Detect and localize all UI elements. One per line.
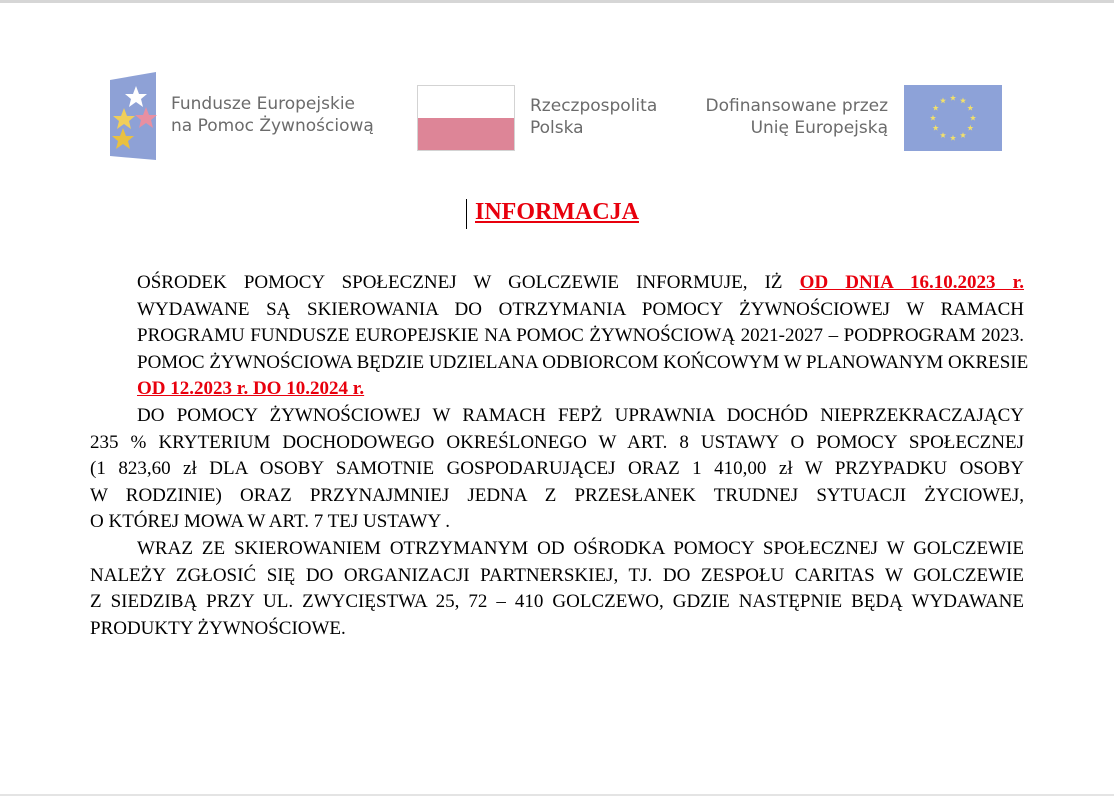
paragraph-1-line-5: [90, 376, 1024, 403]
ue-logo-line1: Dofinansowane przez: [705, 96, 888, 116]
period-highlight: OD 12.2023 r. DO 10.2024 r.: [137, 378, 365, 400]
fundusze-europejskie-logo-icon: [110, 72, 160, 162]
paragraph-1-line-1: [90, 270, 1024, 297]
paragraph-2-line-4: W RODZINIE) ORAZ PRZYNAJMNIEJ JEDNA Z PRZESŁANEK TRUDNEJ SYTUACJI ŻYCIOWEJ,: [90, 484, 1024, 506]
paragraph-2-line-5: O KTÓREJ MOWA W ART. 7 TEJ USTAWY .: [90, 511, 450, 533]
rp-logo-line2: Polska: [530, 118, 584, 138]
ue-logo-text: [670, 95, 888, 139]
eu-star-icon: [970, 115, 976, 121]
polish-flag-icon: [417, 85, 515, 151]
logo-bar: [0, 0, 1114, 170]
paragraph-2: [90, 403, 1024, 536]
fe-logo-line1: Fundusze Europejskie: [171, 94, 355, 114]
eu-star-icon: [940, 132, 946, 138]
eu-star-icon: [960, 132, 966, 138]
eu-star-icon: [933, 125, 939, 131]
eu-flag-icon: [904, 85, 1002, 151]
paragraph-1-line-2: WYDAWANE SĄ SKIEROWANIA DO OTRZYMANIA POMOCY ŻYWNOŚCIOWEJ W RAMACH: [137, 298, 1024, 320]
eu-star-icon: [950, 95, 956, 101]
paragraph-1-line-3: PROGRAMU FUNDUSZE EUROPEJSKIE NA POMOC ŻYWNOŚCIOWĄ 2021-2027 – PODPROGRAM 2023.: [137, 325, 1024, 347]
paragraph-2-line-3: (1 823,60 zł DLA OSOBY SAMOTNIE GOSPODARUJĄCEJ ORAZ 1 410,00 zł W PRZYPADKU OSOBY: [90, 458, 1024, 480]
eu-star-icon: [933, 105, 939, 111]
fe-logo-text: [171, 93, 374, 137]
eu-star-icon: [950, 135, 956, 141]
paragraph-3-line-4: PRODUKTY ŻYWNOŚCIOWE.: [90, 617, 346, 639]
rp-logo-line1: Rzeczpospolita: [530, 96, 658, 116]
paragraph-3: [90, 536, 1024, 642]
paragraph-2-line-2: 235 % KRYTERIUM DOCHODOWEGO OKREŚLONEGO W ART. 8 USTAWY O POMOCY SPOŁECZNEJ: [90, 431, 1024, 453]
rp-logo-text: [530, 95, 657, 139]
eu-star-icon: [930, 115, 936, 121]
eu-stars-icon: [904, 85, 1002, 151]
paragraph-2-line-1: DO POMOCY ŻYWNOŚCIOWEJ W RAMACH FEPŻ UPRAWNIA DOCHÓD NIEPRZEKRACZAJĄCY: [137, 404, 1024, 426]
document-body: [90, 270, 1029, 642]
paragraph-1: [90, 270, 1029, 403]
eu-star-icon: [967, 125, 973, 131]
eu-star-icon: [940, 97, 946, 103]
fe-logo-line2: na Pomoc Żywnościową: [171, 116, 374, 136]
paragraph-3-line-3: Z SIEDZIBĄ PRZY UL. ZWYCIĘSTWA 25, 72 – 410 GOLCZEWO, GDZIE NASTĘPNIE BĘDĄ WYDAWANE: [90, 591, 1024, 613]
ue-logo-line2: Unię Europejską: [750, 118, 888, 138]
eu-star-icon: [967, 105, 973, 111]
paragraph-3-line-2: NALEŻY ZGŁOSIĆ SIĘ DO ORGANIZACJI PARTNERSKIEJ, TJ. DO ZESPOŁU CARITAS W GOLCZEWIE: [90, 564, 1024, 586]
paragraph-1-line-4: POMOC ŻYWNOŚCIOWA BĘDZIE UDZIELANA ODBIORCOM KOŃCOWYM W PLANOWANYM OKRESIE: [137, 351, 1029, 373]
start-date-highlight: OD DNIA 16.10.2023 r.: [799, 272, 1025, 293]
paragraph-1-text: OŚRODEK POMOCY SPOŁECZNEJ W GOLCZEWIE INFORMUJE, IŻ: [137, 272, 783, 293]
eu-star-icon: [960, 97, 966, 103]
document-title: INFORMACJA: [475, 199, 639, 225]
paragraph-3-line-1: WRAZ ZE SKIEROWANIEM OTRZYMANYM OD OŚRODKA POMOCY SPOŁECZNEJ W GOLCZEWIE: [137, 537, 1024, 559]
